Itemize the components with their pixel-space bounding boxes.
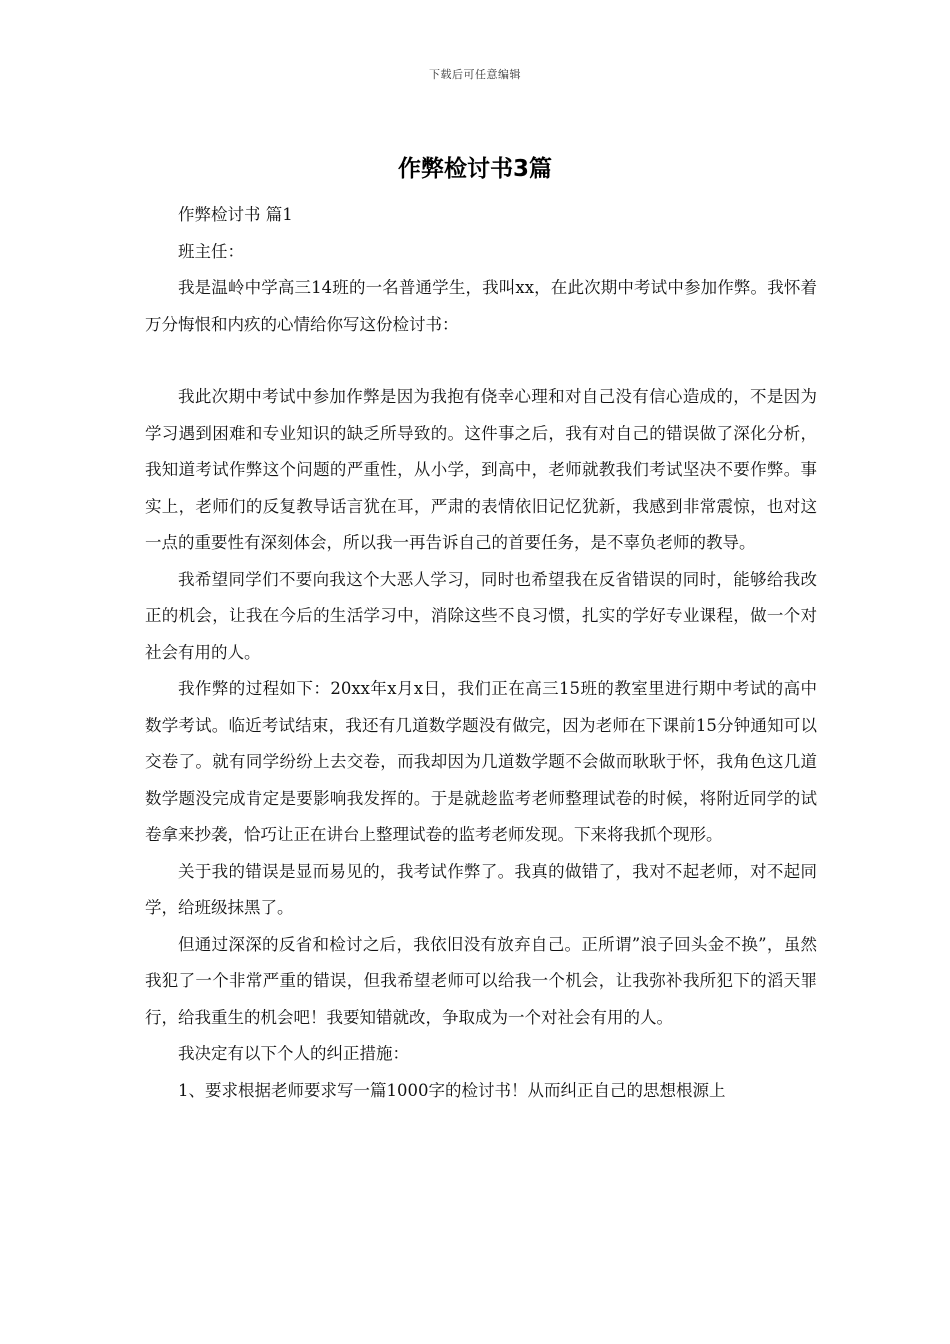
- paragraph: 但通过深深的反省和检讨之后，我依旧没有放弃自己。正所谓”浪子回头金不换”，虽然我犯了一个非常严重的错误，但我希望老师可以给我一个机会，让我弥补我所犯下的滔天罪行，给我重生的机会吧！我要知错就改，争取成为一个对社会有用的人。: [145, 934, 817, 1027]
- document-body: [145, 197, 817, 1109]
- section-heading: 作弊检讨书 篇1: [178, 205, 293, 224]
- paragraph: 我希望同学们不要向我这个大恶人学习，同时也希望我在反省错误的同时，能够给我改正的机会，让我在今后的生活学习中，消除这些不良习惯，扎实的学好专业课程，做一个对社会有用的人。: [145, 569, 817, 662]
- paragraph: 我是温岭中学高三14班的一名普通学生，我叫xx，在此次期中考试中参加作弊。我怀着万分悔恨和内疚的心情给你写这份检讨书：: [145, 278, 817, 334]
- document-title: 作弊检讨书3篇: [397, 156, 552, 182]
- paragraph: 1、要求根据老师要求写一篇1000字的检讨书！从而纠正自己的思想根源上: [178, 1080, 726, 1100]
- paragraph: 我作弊的过程如下：20xx年x月x日，我们正在高三15班的教室里进行期中考试的高中数学考试。临近考试结束，我还有几道数学题没有做完，因为老师在下课前15分钟通知可以交卷了。就有同学纷纷上去交卷，而我却因为几道数学题不会做而耿耿于怀，我角色这几道数学题没完成肯定是要影响我发挥的。于是就趁监考老师整理试卷的时候，将附近同学的试卷拿来抄袭，恰巧让正在讲台上整理试卷的监考老师发现。下来将我抓个现形。: [145, 679, 817, 844]
- paragraph: 我决定有以下个人的纠正措施：: [178, 1044, 409, 1063]
- salutation: 班主任：: [178, 241, 244, 261]
- paragraph: 我此次期中考试中参加作弊是因为我抱有侥幸心理和对自己没有信心造成的，不是因为学习遇到困难和专业知识的缺乏所导致的。这件事之后，我有对自己的错误做了深化分析，我知道考试作弊这个问题的严重性，从小学，到高中，老师就教我们考试坚决不要作弊。事实上，老师们的反复教导话言犹在耳，严肃的表情依旧记忆犹新，我感到非常震惊，也对这一点的重要性有深刻体会，所以我一再告诉自己的首要任务，是不辜负老师的教导。: [145, 387, 817, 552]
- header-note: 下载后可任意编辑: [429, 68, 521, 81]
- paragraph: 关于我的错误是显而易见的，我考试作弊了。我真的做错了，我对不起老师，对不起同学，给班级抹黑了。: [145, 861, 817, 917]
